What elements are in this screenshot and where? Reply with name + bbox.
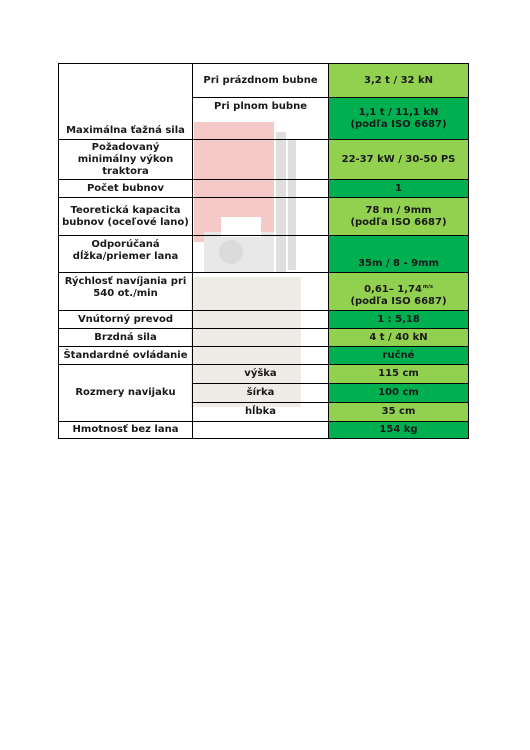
full-drum-value: 1,1 t / 11,1 kN (podľa ISO 6687) — [329, 98, 469, 140]
depth-label: hĺbka — [193, 403, 329, 422]
height-label: výška — [193, 365, 329, 384]
full-drum-label: Pri plnom bubne — [193, 98, 329, 140]
control-value: ručné — [329, 347, 469, 365]
gear-ratio-value: 1 : 5,18 — [329, 311, 469, 329]
drum-capacity-blank — [193, 198, 329, 236]
winding-speed-label: Rýchlosť navíjania pri 540 ot./min — [59, 273, 193, 311]
height-value: 115 cm — [329, 365, 469, 384]
drum-count-value: 1 — [329, 180, 469, 198]
rope-recommend-label: Odporúčaná dĺžka/priemer lana — [59, 236, 193, 273]
dimensions-label: Rozmery navijaku — [59, 365, 193, 422]
tractor-power-label: Požadovaný minimálny výkon traktora — [59, 140, 193, 180]
rope-recommend-blank — [193, 236, 329, 273]
tractor-power-blank — [193, 140, 329, 180]
weight-label: Hmotnosť bez lana — [59, 422, 193, 439]
winding-speed-value — [329, 273, 469, 311]
gear-ratio-label: Vnútorný prevod — [59, 311, 193, 329]
winding-speed-main: 0,61– 1,74 — [364, 284, 422, 295]
depth-value: 35 cm — [329, 403, 469, 422]
gear-ratio-blank — [193, 311, 329, 329]
drum-count-blank — [193, 180, 329, 198]
drum-capacity-value: 78 m / 9mm (podľa ISO 6687) — [329, 198, 469, 236]
tractor-power-value: 22-37 kW / 30-50 PS — [329, 140, 469, 180]
weight-value: 154 kg — [329, 422, 469, 439]
empty-drum-label: Pri prázdnom bubne — [193, 64, 329, 98]
rope-recommend-value: 35m / 8 - 9mm — [329, 236, 469, 273]
width-label: šírka — [193, 384, 329, 403]
brake-force-value: 4 t / 40 kN — [329, 329, 469, 347]
drum-count-label: Počet bubnov — [59, 180, 193, 198]
brake-force-label: Brzdná sila — [59, 329, 193, 347]
control-blank — [193, 347, 329, 365]
max-pull-label: Maximálna ťažná sila — [59, 64, 193, 140]
width-value: 100 cm — [329, 384, 469, 403]
winding-speed-unit: m/s — [422, 284, 433, 290]
brake-force-blank — [193, 329, 329, 347]
spec-table — [58, 63, 469, 439]
drum-capacity-label: Teoretická kapacita bubnov (oceľové lano) — [59, 198, 193, 236]
winding-speed-note: (podľa ISO 6687) — [350, 296, 447, 307]
winding-speed-blank — [193, 273, 329, 311]
weight-blank — [193, 422, 329, 439]
empty-drum-value: 3,2 t / 32 kN — [329, 64, 469, 98]
control-label: Štandardné ovládanie — [59, 347, 193, 365]
